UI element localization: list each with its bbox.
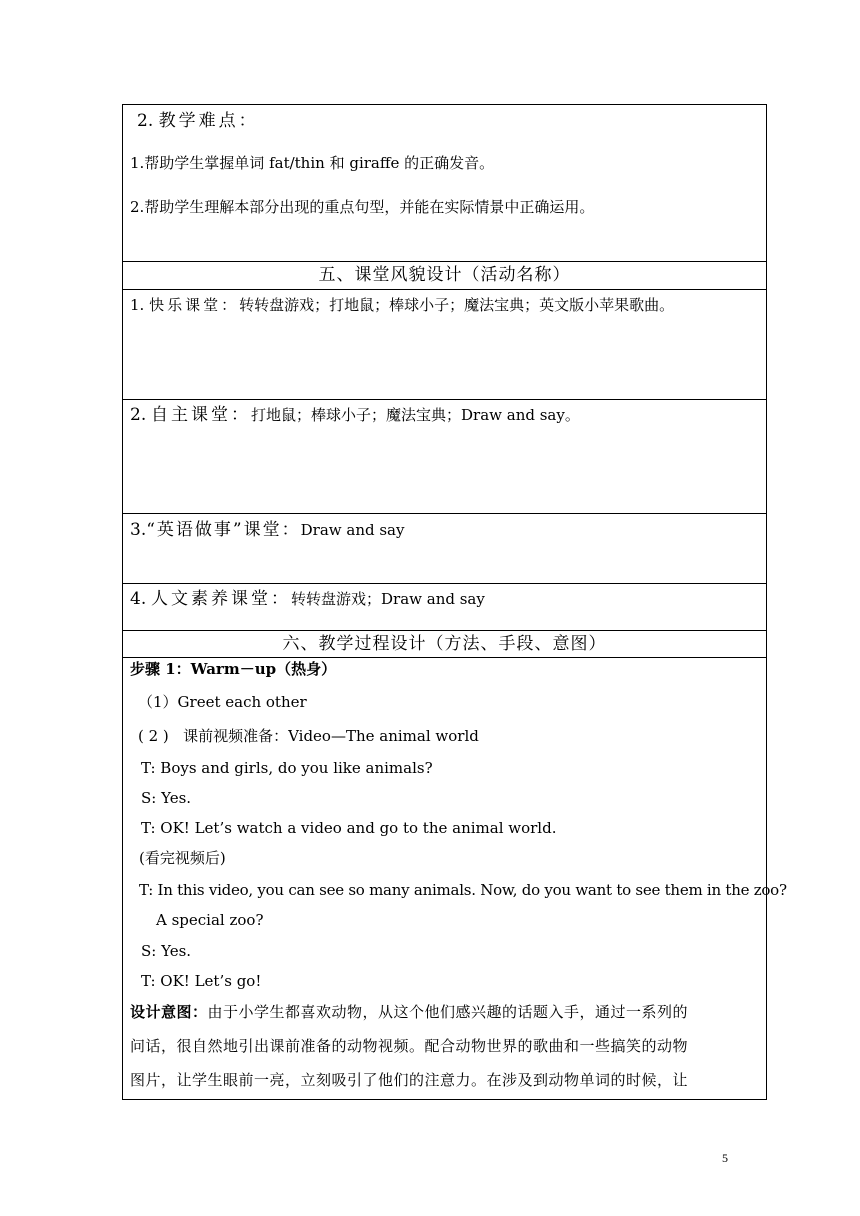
activity-2-number: 2.: [130, 405, 147, 425]
section6-title: 六、教学过程设计（方法、手段、意图）: [123, 630, 766, 657]
difficulties-cell: [123, 105, 766, 261]
process-line-2: ( 2 ) 课前视频准备：Video—The animal world: [138, 727, 479, 745]
activity-row-1: [123, 289, 766, 399]
activity-row-2-text: [123, 404, 587, 426]
activity-4-content: 转转盘游戏；Draw and say: [291, 590, 485, 608]
difficulties-heading-number: 2.: [137, 111, 154, 131]
activity-4-number: 4.: [130, 589, 147, 609]
intent-line-1: [123, 1001, 695, 1023]
process-line-7: T: In this video, you can see so many animals. Now, do you want to see them in the zoo?: [139, 881, 787, 899]
process-line-1: （1）Greet each other: [138, 693, 307, 711]
difficulty-item-1: 1.帮助学生掌握单词 fat/thin 和 giraffe 的正确发音。: [130, 154, 495, 172]
activity-2-content: 打地鼠；棒球小子；魔法宝典；Draw and say。: [251, 406, 580, 424]
activity-1-label: 快乐课堂：: [149, 296, 240, 314]
process-line-3: T: Boys and girls, do you like animals?: [141, 759, 433, 777]
difficulties-heading: [130, 109, 266, 133]
intent-text-1: 由于小学生都喜欢动物，从这个他们感兴趣的话题入手，通过一系列的: [207, 1003, 689, 1021]
activity-row-1-text: [123, 294, 681, 316]
activity-row-2: [123, 399, 766, 513]
difficulties-heading-label: 教学难点：: [158, 111, 259, 131]
process-line-6: (看完视频后): [139, 849, 226, 867]
activity-1-content: 转转盘游戏；打地鼠；棒球小子；魔法宝典；英文版小苹果歌曲。: [239, 296, 675, 314]
activity-3-label: “英语做事”课堂：: [146, 520, 301, 540]
activity-row-4: [123, 583, 766, 630]
intent-line-3: 图片，让学生眼前一亮，立刻吸引了他们的注意力。在涉及到动物单词的时候，让: [130, 1071, 689, 1089]
step-1-title: 步骤 1：Warm－up（热身）: [130, 660, 337, 678]
lesson-plan-table: [122, 104, 787, 1100]
intent-label: 设计意图：: [130, 1003, 208, 1021]
section5-title: 五、课堂风貌设计（活动名称）: [123, 261, 766, 289]
intent-line-2: 问话，很自然地引出课前准备的动物视频。配合动物世界的歌曲和一些搞笑的动物: [130, 1037, 689, 1055]
process-line-8: A special zoo?: [156, 911, 264, 929]
page-number: 5: [722, 1151, 728, 1165]
activity-4-label: 人文素养课堂：: [151, 589, 292, 609]
activity-3-content: Draw and say: [300, 521, 405, 539]
activity-row-4-text: [123, 588, 492, 610]
activity-3-number: 3.: [130, 520, 147, 540]
process-line-5: T: OK! Let’s watch a video and go to the animal world.: [141, 819, 557, 837]
activity-2-label: 自主课堂：: [151, 405, 252, 425]
activity-row-3: [123, 513, 766, 583]
activity-row-3-text: [123, 519, 411, 541]
process-line-4: S: Yes.: [141, 789, 192, 807]
process-cell: [123, 657, 787, 1099]
activity-1-number: 1.: [130, 296, 145, 314]
difficulty-item-2: 2.帮助学生理解本部分出现的重点句型，并能在实际情景中正确运用。: [130, 198, 595, 216]
process-line-9: S: Yes.: [141, 942, 192, 960]
process-line-10: T: OK! Let’s go!: [141, 972, 262, 990]
